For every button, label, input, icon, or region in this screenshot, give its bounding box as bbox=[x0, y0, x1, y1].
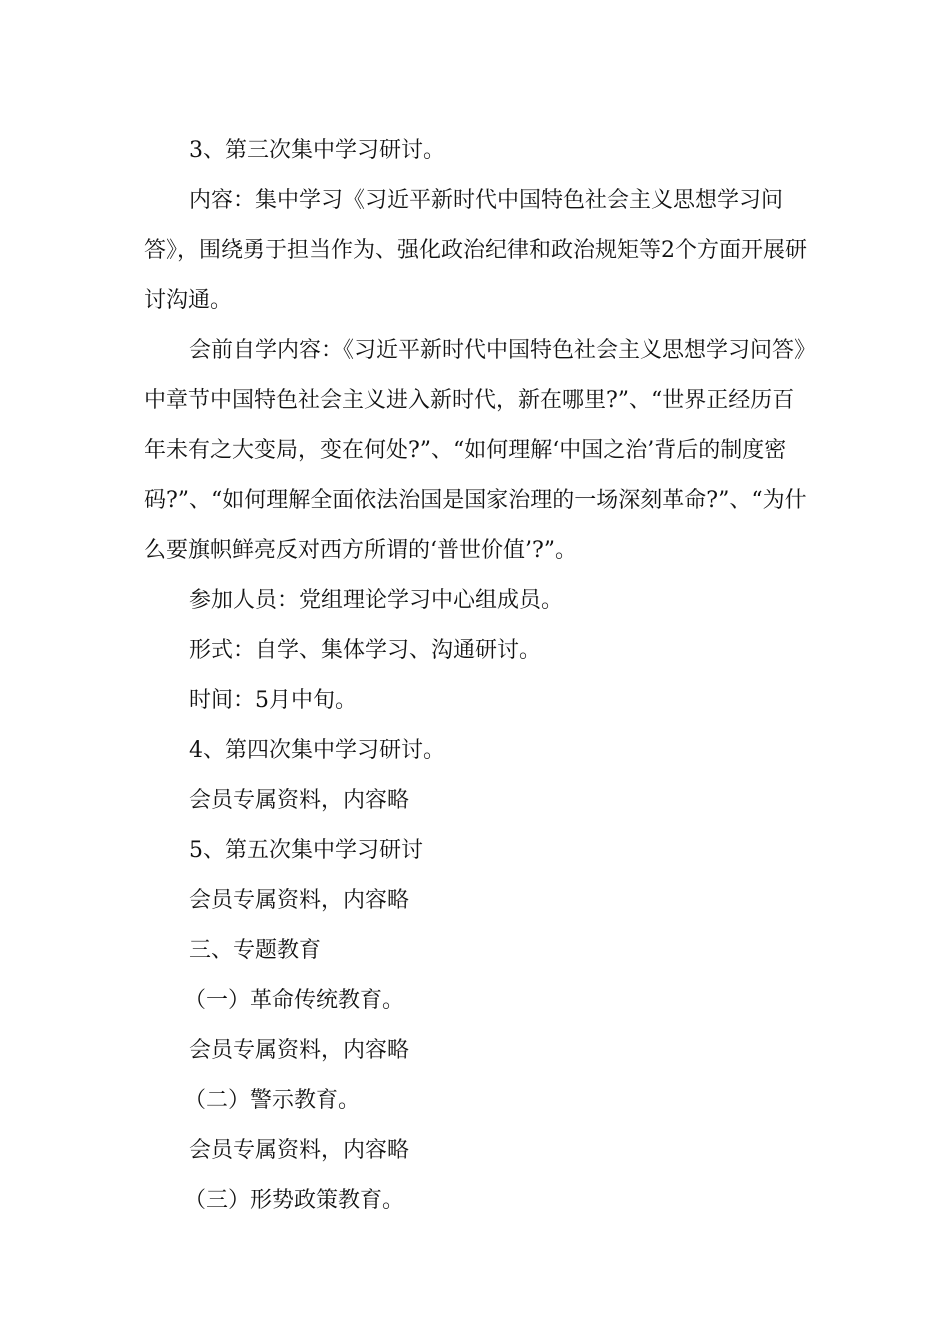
paragraph-member-only: 会员专属资料，内容略 bbox=[189, 1138, 410, 1163]
paragraph-time: 时间：5月中旬。 bbox=[189, 688, 357, 713]
paragraph-format: 形式：自学、集体学习、沟通研讨。 bbox=[189, 638, 542, 663]
heading-third-session: 3、第三次集中学习研讨。 bbox=[189, 138, 445, 163]
paragraph-member-only: 会员专属资料，内容略 bbox=[189, 788, 410, 813]
paragraph-member-only: 会员专属资料，内容略 bbox=[189, 1038, 410, 1063]
heading-fifth-session: 5、第五次集中学习研讨 bbox=[189, 838, 423, 863]
document-body bbox=[144, 126, 808, 1226]
paragraph-member-only: 会员专属资料，内容略 bbox=[189, 888, 410, 913]
heading-warning-education: （二）警示教育。 bbox=[184, 1088, 361, 1113]
heading-special-education: 三、专题教育 bbox=[189, 938, 322, 963]
paragraph-self-study: 会前自学内容：《习近平新时代中国特色社会主义思想学习问答》中章节中国特色社会主义进入新时代，新在哪里?”、“世界正经历百年未有之大变局，变在何处?”、“如何理解‘中国之治’背后的制度密码?”、“如何理解全面依法治国是国家治理的一场深刻革命?”、“为什么要旗帜鲜亮反对西方所谓的‘普世价值’?”。 bbox=[144, 338, 807, 563]
paragraph-participants: 参加人员：党组理论学习中心组成员。 bbox=[189, 588, 564, 613]
heading-situation-policy: （三）形势政策教育。 bbox=[184, 1188, 405, 1213]
heading-revolutionary-tradition: （一）革命传统教育。 bbox=[184, 988, 405, 1013]
paragraph-content: 内容：集中学习《习近平新时代中国特色社会主义思想学习问答》，围绕勇于担当作为、强化政治纪律和政治规矩等2个方面开展研讨沟通。 bbox=[144, 188, 807, 313]
heading-fourth-session: 4、第四次集中学习研讨。 bbox=[189, 738, 445, 763]
